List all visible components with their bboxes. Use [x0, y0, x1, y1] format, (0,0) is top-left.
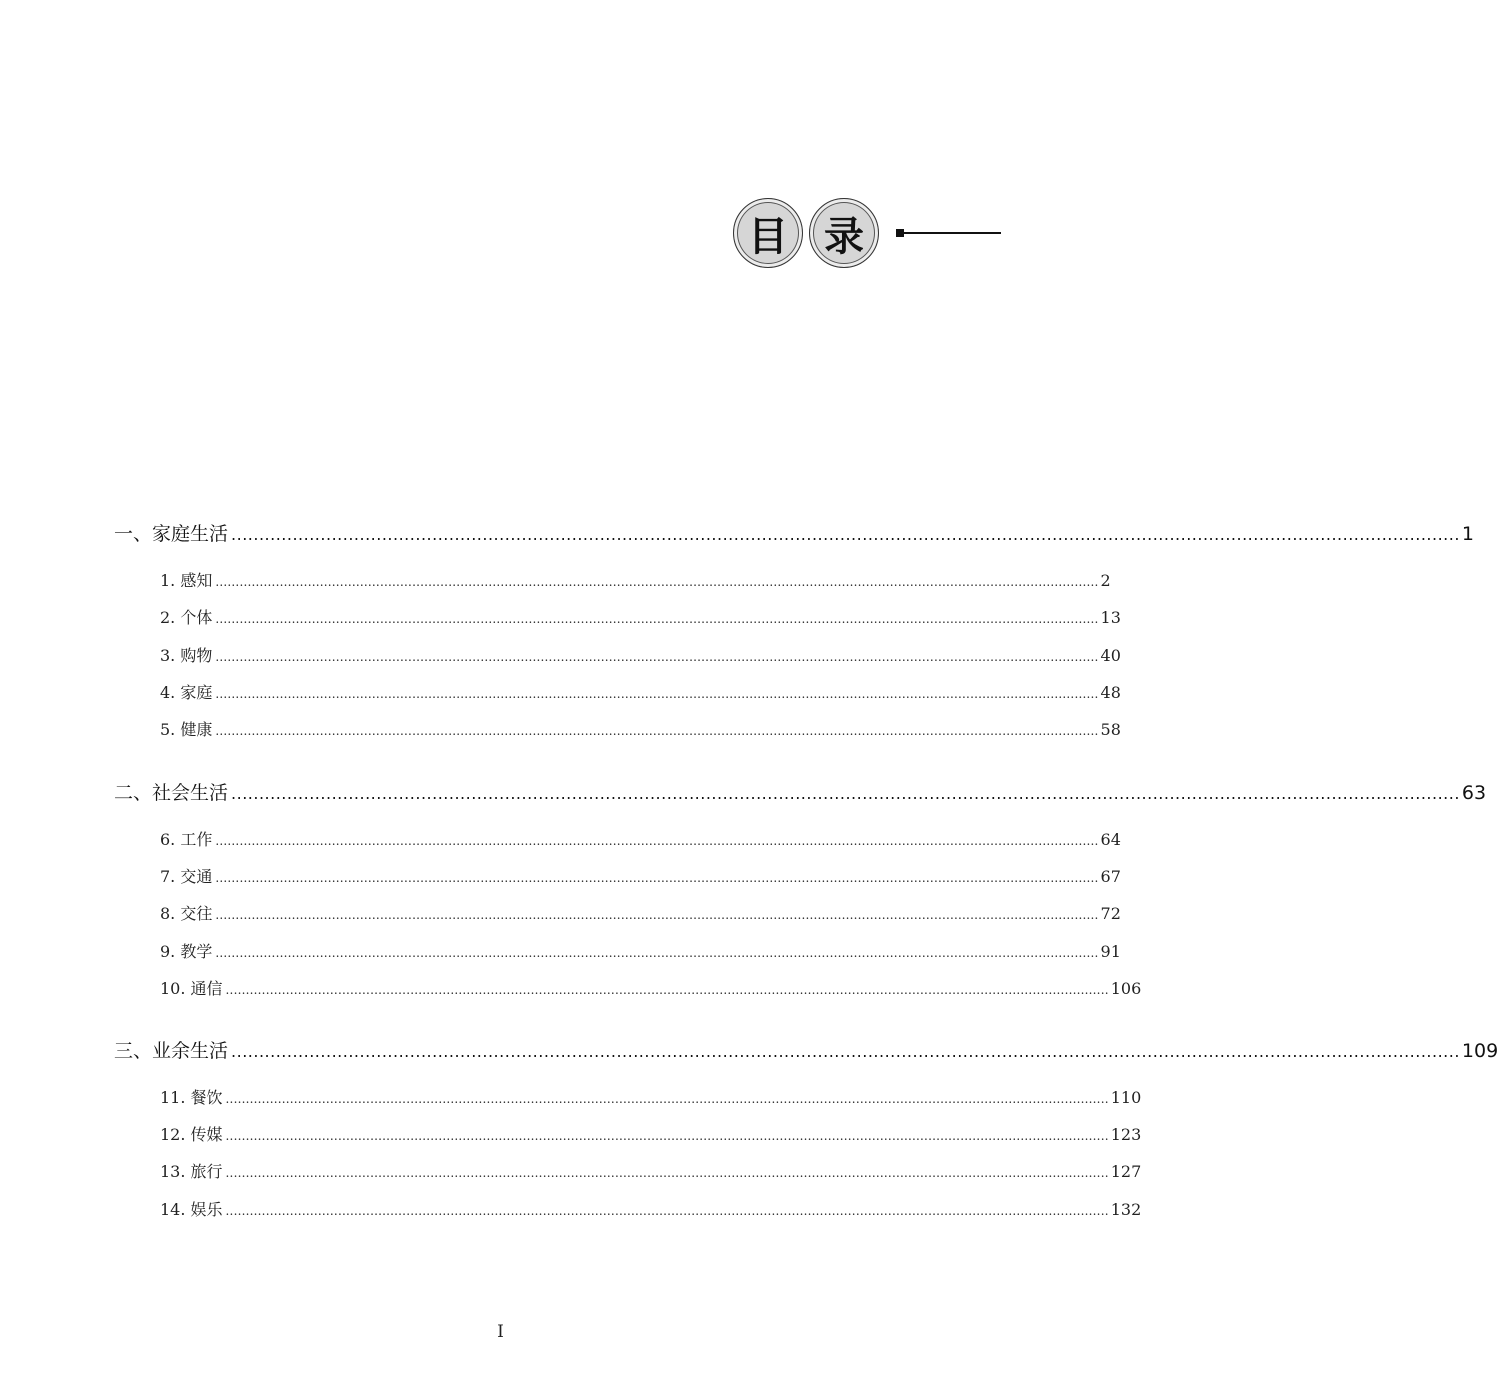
toc-section-page: 1: [1461, 523, 1475, 545]
toc-item-label: 9. 教学: [160, 942, 213, 961]
toc-item-page: 127: [1110, 1162, 1142, 1181]
dot-leader: ............................................................................................................................................................................................................................: [215, 575, 1099, 589]
toc-section-label: 二、社会生活: [114, 782, 229, 804]
toc-item-page: 123: [1110, 1125, 1142, 1144]
dot-leader: ............................................................................................................................................................................................................................: [215, 612, 1099, 626]
toc-item-page: 91: [1100, 942, 1121, 961]
toc-section-page: 63: [1461, 782, 1487, 804]
toc-item-label: 2. 个体: [160, 608, 213, 627]
title-char-circle: 录: [809, 198, 879, 268]
toc-item-page: 2: [1100, 571, 1111, 590]
page-number: I: [497, 1322, 504, 1342]
toc-item-label: 13. 旅行: [160, 1162, 223, 1181]
dot-leader: ............................................................................................................................................................................................................................: [225, 983, 1109, 997]
toc-item-label: 6. 工作: [160, 830, 213, 849]
toc-item[interactable]: [160, 864, 1121, 887]
toc-section-page: 109: [1461, 1040, 1498, 1062]
toc-item-label: 3. 购物: [160, 646, 213, 665]
dot-leader: ............................................................................................................................................................................................................................: [215, 871, 1099, 885]
toc-item-label: 5. 健康: [160, 720, 213, 739]
dot-leader: ............................................................................................................................................................................................................................: [215, 687, 1099, 701]
toc-item[interactable]: [160, 605, 1121, 628]
toc-item[interactable]: [160, 976, 1142, 999]
toc-item[interactable]: [160, 568, 1111, 591]
toc-item-page: 64: [1100, 830, 1121, 849]
toc-item[interactable]: [160, 1197, 1142, 1220]
toc-item-page: 106: [1110, 979, 1142, 998]
toc-item-label: 8. 交往: [160, 904, 213, 923]
title-char-circle: 目: [733, 198, 803, 268]
toc-section[interactable]: [114, 778, 1487, 805]
toc-item-label: 14. 娱乐: [160, 1200, 223, 1219]
dot-leader: ............................................................................................................................................................................................................................: [225, 1166, 1109, 1180]
toc-item[interactable]: [160, 939, 1121, 962]
toc-item[interactable]: [160, 717, 1121, 740]
toc-section-label: 三、业余生活: [114, 1040, 229, 1062]
toc-item-page: 132: [1110, 1200, 1142, 1219]
dot-leader: ............................................................................................................................................................................................................................: [215, 908, 1099, 922]
toc-item-page: 110: [1110, 1088, 1142, 1107]
toc-section-label: 一、家庭生活: [114, 523, 229, 545]
toc-item-label: 12. 传媒: [160, 1125, 223, 1144]
toc-item[interactable]: [160, 1122, 1142, 1145]
toc-item-page: 13: [1100, 608, 1121, 627]
toc-item[interactable]: [160, 827, 1121, 850]
toc-item[interactable]: [160, 643, 1121, 666]
dot-leader: ............................................................................................................................................................................................................................: [225, 1092, 1109, 1106]
toc-item-page: 67: [1100, 867, 1121, 886]
toc-item[interactable]: [160, 680, 1121, 703]
toc-item-label: 7. 交通: [160, 867, 213, 886]
toc-item-label: 11. 餐饮: [160, 1088, 223, 1107]
toc-item[interactable]: [160, 901, 1121, 924]
toc-item-page: 58: [1100, 720, 1121, 739]
toc-item-page: 48: [1100, 683, 1121, 702]
dot-leader: ............................................................................................................................................................................................................................: [225, 1204, 1109, 1218]
toc-section[interactable]: [114, 1036, 1498, 1063]
dot-leader: ............................................................................................................................................................................................................................: [215, 834, 1099, 848]
toc-item[interactable]: [160, 1085, 1142, 1108]
dot-leader: ............................................................................................................................................................................................................................: [231, 525, 1460, 544]
toc-item-page: 40: [1100, 646, 1121, 665]
toc-item-label: 1. 感知: [160, 571, 213, 590]
toc-item-label: 10. 通信: [160, 979, 223, 998]
dot-leader: ............................................................................................................................................................................................................................: [215, 650, 1099, 664]
toc-item[interactable]: [160, 1159, 1142, 1182]
toc-section[interactable]: [114, 519, 1475, 546]
dot-leader: ............................................................................................................................................................................................................................: [231, 1042, 1460, 1061]
dot-leader: ............................................................................................................................................................................................................................: [215, 724, 1099, 738]
dot-leader: ............................................................................................................................................................................................................................: [215, 946, 1099, 960]
dot-leader: ............................................................................................................................................................................................................................: [225, 1129, 1109, 1143]
toc-item-label: 4. 家庭: [160, 683, 213, 702]
dot-leader: ............................................................................................................................................................................................................................: [231, 784, 1460, 803]
toc-item-page: 72: [1100, 904, 1121, 923]
